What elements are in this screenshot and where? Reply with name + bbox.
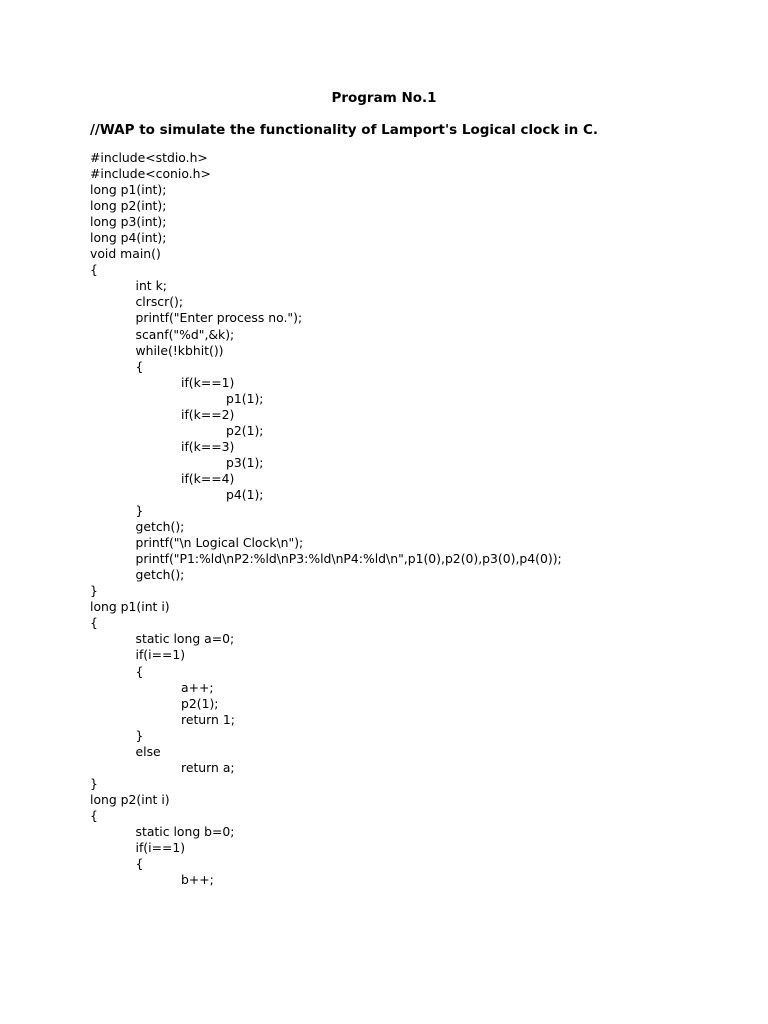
code-line: static long b=0; <box>135 823 235 839</box>
code-line: #include<conio.h> <box>90 166 211 182</box>
code-line: p2(1); <box>181 695 219 711</box>
code-line: if(k==4) <box>181 470 235 486</box>
code-line: a++; <box>181 679 214 695</box>
code-line: p4(1); <box>226 486 264 502</box>
code-line: } <box>90 775 98 791</box>
code-line: if(i==1) <box>135 840 186 856</box>
code-line: static long a=0; <box>135 631 235 647</box>
code-line: printf("\n Logical Clock\n"); <box>135 535 304 551</box>
code-line: if(i==1) <box>135 647 186 663</box>
code-line: } <box>90 583 98 599</box>
code-line: b++; <box>181 872 214 888</box>
code-line: return 1; <box>181 711 235 727</box>
code-line: while(!kbhit()) <box>135 342 224 358</box>
code-line: { <box>90 615 98 631</box>
code-line: { <box>135 358 144 374</box>
code-line: int k; <box>135 278 167 294</box>
code-line: scanf("%d",&k); <box>135 326 235 342</box>
code-line: else <box>135 743 161 759</box>
code-line: getch(); <box>135 567 185 583</box>
code-line: { <box>135 856 144 872</box>
code-line: void main() <box>90 246 161 262</box>
code-line: } <box>135 727 144 743</box>
code-line: if(k==3) <box>181 438 235 454</box>
code-line: if(k==1) <box>181 374 235 390</box>
code-line: printf("Enter process no."); <box>135 310 303 326</box>
code-line: { <box>90 807 98 823</box>
code-line: } <box>135 503 144 519</box>
code-line: getch(); <box>135 519 185 535</box>
code-line: long p4(int); <box>90 230 167 246</box>
code-line: long p3(int); <box>90 214 167 230</box>
code-line: long p2(int i) <box>90 791 170 807</box>
program-description: //WAP to simulate the functionality of Lamport's Logical clock in C. <box>90 122 599 138</box>
code-line: clrscr(); <box>135 294 184 310</box>
code-block <box>90 150 562 888</box>
code-line: long p1(int i) <box>90 599 170 615</box>
code-line: long p2(int); <box>90 198 167 214</box>
code-line: printf("P1:%ld\nP2:%ld\nP3:%ld\nP4:%ld\n",p1(0),p2(0),p3(0),p4(0)); <box>135 551 562 567</box>
code-line: #include<stdio.h> <box>90 150 208 165</box>
code-line: p2(1); <box>226 422 264 438</box>
program-title-text: Program No.1 <box>331 90 437 106</box>
code-line: long p1(int); <box>90 182 167 198</box>
code-line: { <box>135 663 144 679</box>
code-line: p3(1); <box>226 454 264 470</box>
code-line: if(k==2) <box>181 406 235 422</box>
code-line: { <box>90 262 98 278</box>
program-title <box>0 89 768 107</box>
code-line: p1(1); <box>226 390 264 406</box>
code-line: return a; <box>181 759 235 775</box>
